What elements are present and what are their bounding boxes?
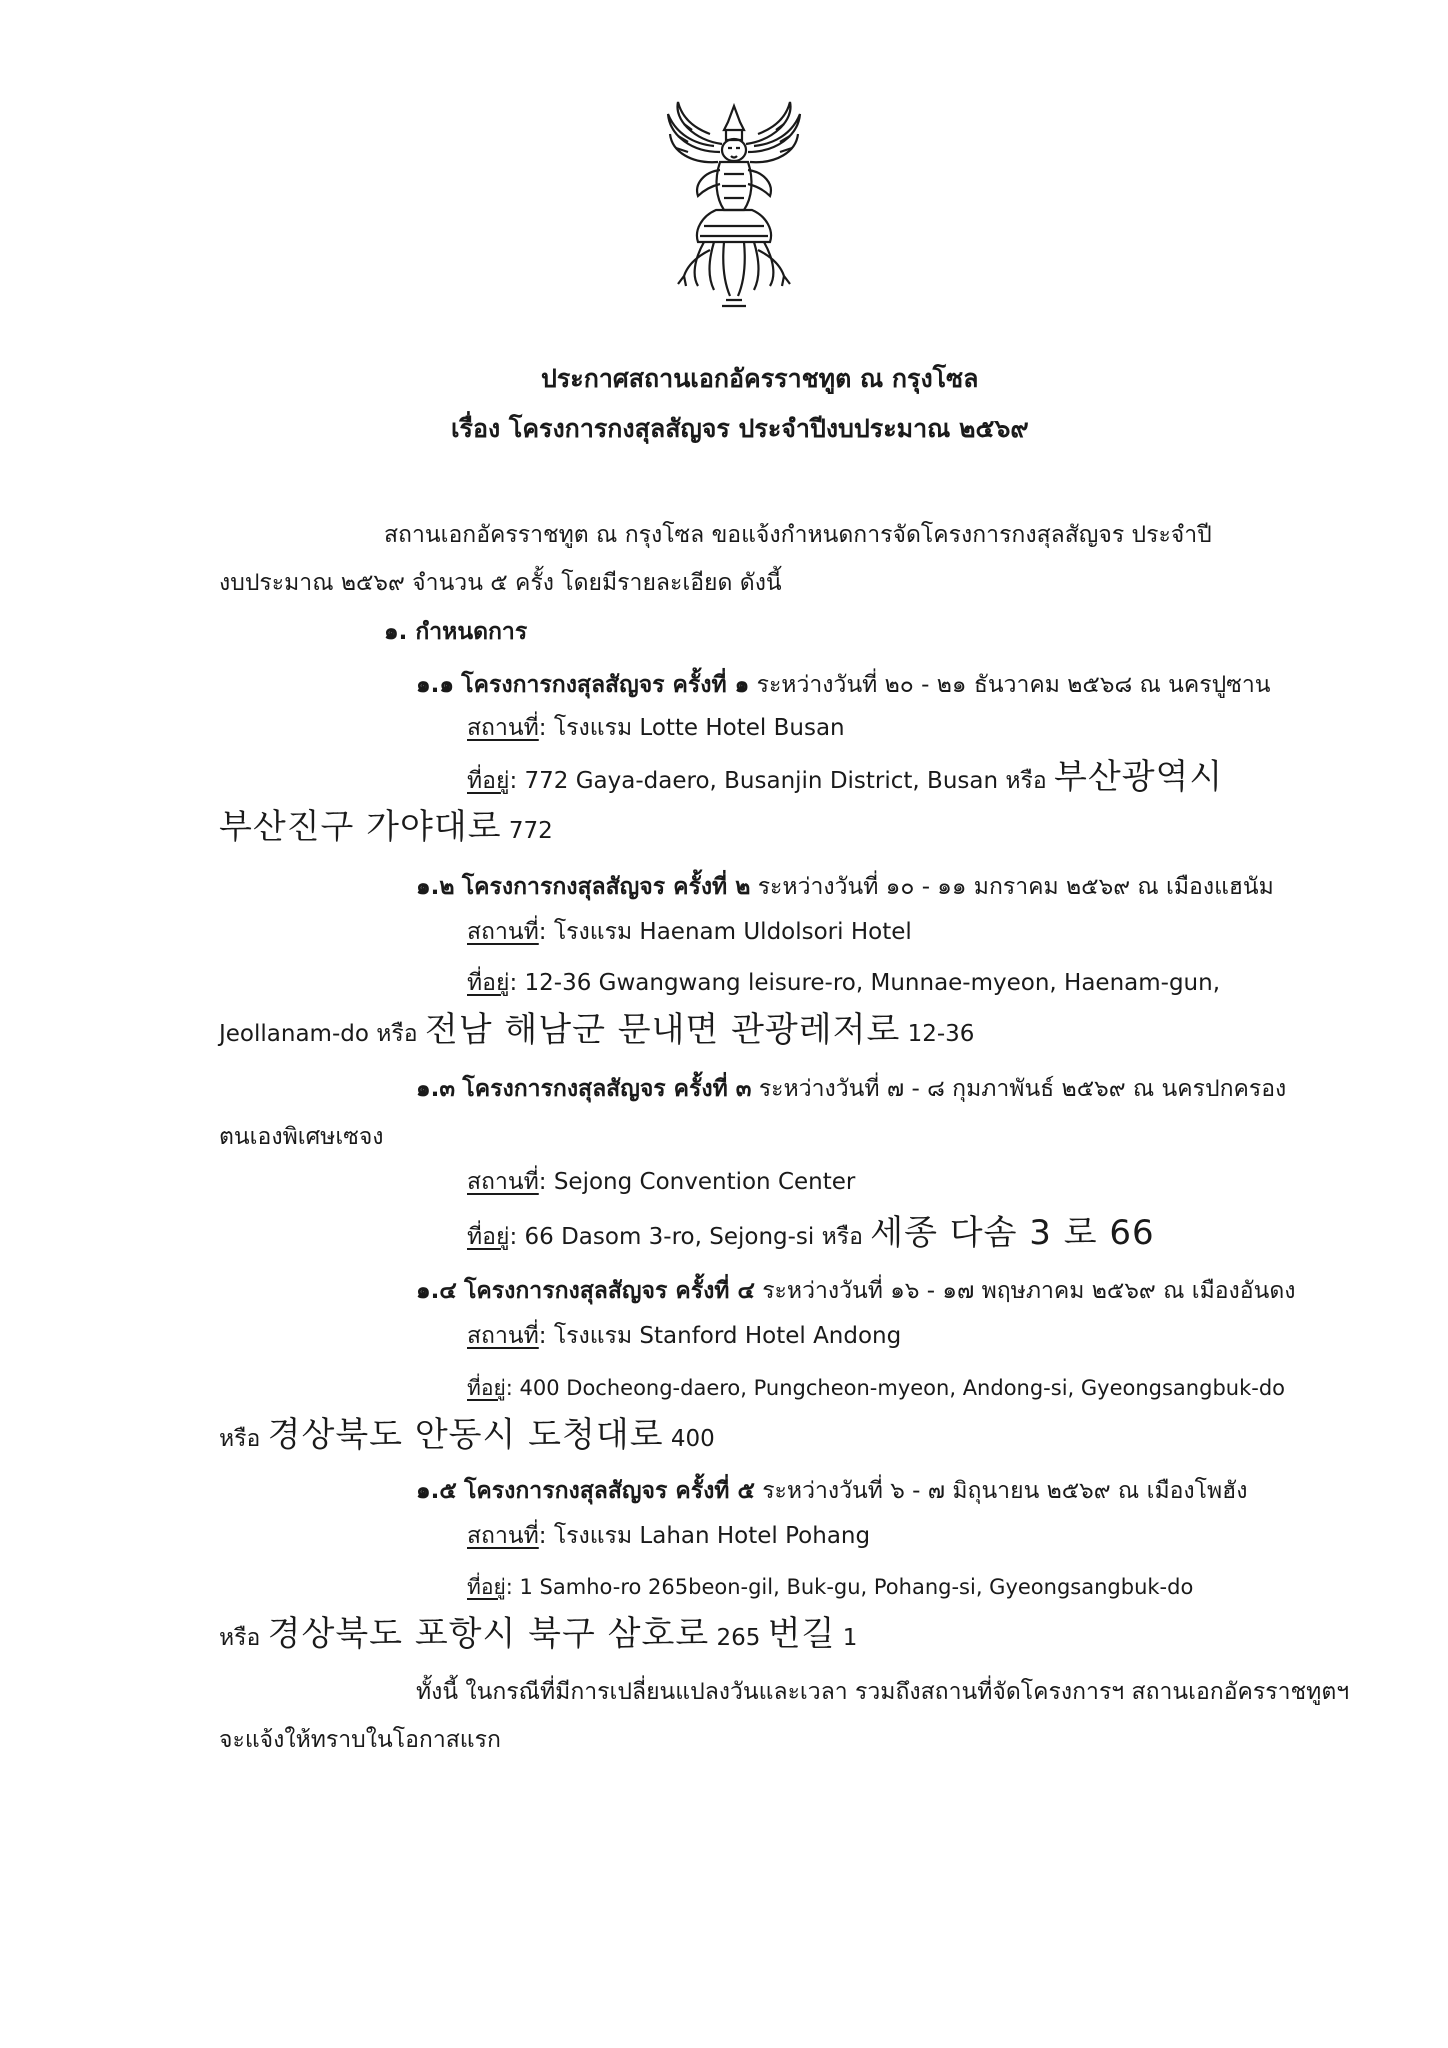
event-number: ๑.๓	[416, 1076, 456, 1102]
event-number: ๑.๕	[416, 1478, 457, 1504]
address-kr: 부산광역시	[1054, 757, 1224, 797]
event-5-heading	[416, 1474, 1247, 1508]
event-number: ๑.๒	[416, 874, 455, 900]
address-label: ที่อยู่	[467, 768, 510, 794]
event-title: โครงการกงสุลสัญจร ครั้งที่ ๕	[464, 1478, 755, 1504]
event-5-address-cont	[219, 1614, 858, 1655]
address-en: : 66 Dasom 3-ro, Sejong-si	[509, 1224, 815, 1250]
venue-label: สถานที่	[467, 1169, 539, 1195]
or-label: หรือ	[219, 1426, 261, 1452]
event-1-venue	[467, 711, 845, 745]
event-2-address	[467, 966, 1220, 1000]
event-when: ระหว่างวันที่ ๑๐ - ๑๑ มกราคม ๒๕๖๙ ณ เมืองแฮนัม	[757, 874, 1274, 900]
garuda-emblem-icon	[664, 100, 804, 315]
event-when: ระหว่างวันที่ ๗ - ๘ กุมภาพันธ์ ๒๕๖๙ ณ นครปกครอง	[758, 1076, 1287, 1102]
venue-value: : โรงแรม Stanford Hotel Andong	[538, 1323, 902, 1349]
event-title: โครงการกงสุลสัญจร ครั้งที่ ๑	[461, 672, 750, 698]
event-number: ๑.๔	[416, 1278, 457, 1304]
event-5-venue	[467, 1519, 870, 1553]
or-label: หรือ	[219, 1625, 261, 1651]
event-title: โครงการกงสุลสัญจร ครั้งที่ ๓	[462, 1076, 752, 1102]
address-label: ที่อยู่	[467, 1224, 510, 1250]
venue-label: สถานที่	[467, 1323, 539, 1349]
venue-value: : โรงแรม Haenam Uldolsori Hotel	[538, 919, 912, 945]
section-heading: ๑. กำหนดการ	[384, 619, 528, 645]
event-2-venue	[467, 915, 912, 949]
address-label: ที่อยู่	[467, 970, 510, 996]
address-en: : 400 Docheong-daero, Pungcheon-myeon, Andong-si, Gyeongsangbuk-do	[505, 1376, 1286, 1400]
event-when: ระหว่างวันที่ ๖ - ๗ มิถุนายน ๒๕๖๙ ณ เมืองโพฮัง	[762, 1478, 1248, 1504]
event-3-address	[467, 1213, 1155, 1254]
event-when: ระหว่างวันที่ ๑๖ - ๑๗ พฤษภาคม ๒๕๖๙ ณ เมืองอันดง	[762, 1278, 1296, 1304]
event-4-heading	[416, 1274, 1296, 1308]
or-label: หรือ	[376, 1021, 418, 1047]
or-label: หรือ	[821, 1224, 863, 1250]
event-title: โครงการกงสุลสัญจร ครั้งที่ ๒	[461, 874, 751, 900]
address-en: : 1 Samho-ro 265beon-gil, Buk-gu, Pohang-si, Gyeongsangbuk-do	[505, 1575, 1194, 1599]
event-when: ระหว่างวันที่ ๒๐ - ๒๑ ธันวาคม ๒๕๖๘ ณ นครปูซาน	[756, 672, 1271, 698]
event-1-address-cont	[219, 807, 553, 848]
announcement-subject: เรื่อง โครงการกงสุลสัญจร ประจำปีงบประมาณ ๒๕๖๙	[451, 414, 1029, 443]
venue-label: สถานที่	[467, 1523, 539, 1549]
address-kr: 부산진구 가야대로	[219, 807, 502, 847]
event-number: ๑.๑	[416, 672, 454, 698]
address-kr-number: 265	[716, 1625, 761, 1651]
venue-value: : โรงแรม Lotte Hotel Busan	[538, 715, 845, 741]
venue-label: สถานที่	[467, 919, 539, 945]
address-kr-number-2: 1	[842, 1625, 858, 1651]
address-kr-number: 400	[670, 1426, 715, 1452]
venue-value: : Sejong Convention Center	[538, 1169, 856, 1195]
event-2-address-cont	[219, 1010, 975, 1051]
closing-line-1: ทั้งนี้ ในกรณีที่มีการเปลี่ยนแปลงวันและเวลา รวมถึงสถานที่จัดโครงการฯ สถานเอกอัครราชทูตฯ	[416, 1679, 1350, 1705]
address-en: : 12-36 Gwangwang leisure-ro, Munnae-myeon, Haenam-gun,	[509, 970, 1221, 996]
event-1-address	[467, 757, 1224, 798]
address-kr: 전남 해남군 문내면 관광레저로	[424, 1010, 901, 1050]
address-label: ที่อยู่	[467, 1575, 506, 1599]
intro-line-1: สถานเอกอัครราชทูต ณ กรุงโซล ขอแจ้งกำหนดการจัดโครงการกงสุลสัญจร ประจำปี	[384, 522, 1212, 548]
event-1-heading	[416, 668, 1270, 702]
address-label: ที่อยู่	[467, 1376, 506, 1400]
event-2-heading	[416, 870, 1274, 904]
announcement-title: ประกาศสถานเอกอัครราชทูต ณ กรุงโซล	[541, 364, 979, 393]
address-kr-number: 772	[508, 818, 553, 844]
event-3-heading-cont: ตนเองพิเศษเซจง	[219, 1124, 384, 1150]
event-title: โครงการกงสุลสัญจร ครั้งที่ ๔	[464, 1278, 755, 1304]
intro-line-2: งบประมาณ ๒๕๖๙ จำนวน ๕ ครั้ง โดยมีรายละเอียด ดังนี้	[219, 570, 782, 596]
closing-line-2: จะแจ้งให้ทราบในโอกาสแรก	[219, 1727, 501, 1753]
address-kr-number: 12-36	[907, 1021, 975, 1047]
address-kr: 경상북도 안동시 도청대로	[267, 1415, 664, 1455]
event-3-venue	[467, 1165, 855, 1199]
address-en: : 772 Gaya-daero, Busanjin District, Busan	[509, 768, 999, 794]
address-kr: 경상북도 포항시 북구 삼호로	[267, 1614, 710, 1654]
event-4-address-cont	[219, 1415, 715, 1456]
event-3-heading	[416, 1072, 1286, 1106]
address-en-2: Jeollanam-do	[219, 1021, 369, 1047]
address-kr-suffix: 번길	[767, 1614, 836, 1654]
event-4-address	[467, 1371, 1285, 1405]
venue-label: สถานที่	[467, 715, 539, 741]
address-kr: 세종 다솜 3 로 66	[870, 1213, 1155, 1253]
venue-value: : โรงแรม Lahan Hotel Pohang	[538, 1523, 871, 1549]
event-4-venue	[467, 1319, 901, 1353]
or-label: หรือ	[1005, 768, 1047, 794]
event-5-address	[467, 1570, 1193, 1604]
